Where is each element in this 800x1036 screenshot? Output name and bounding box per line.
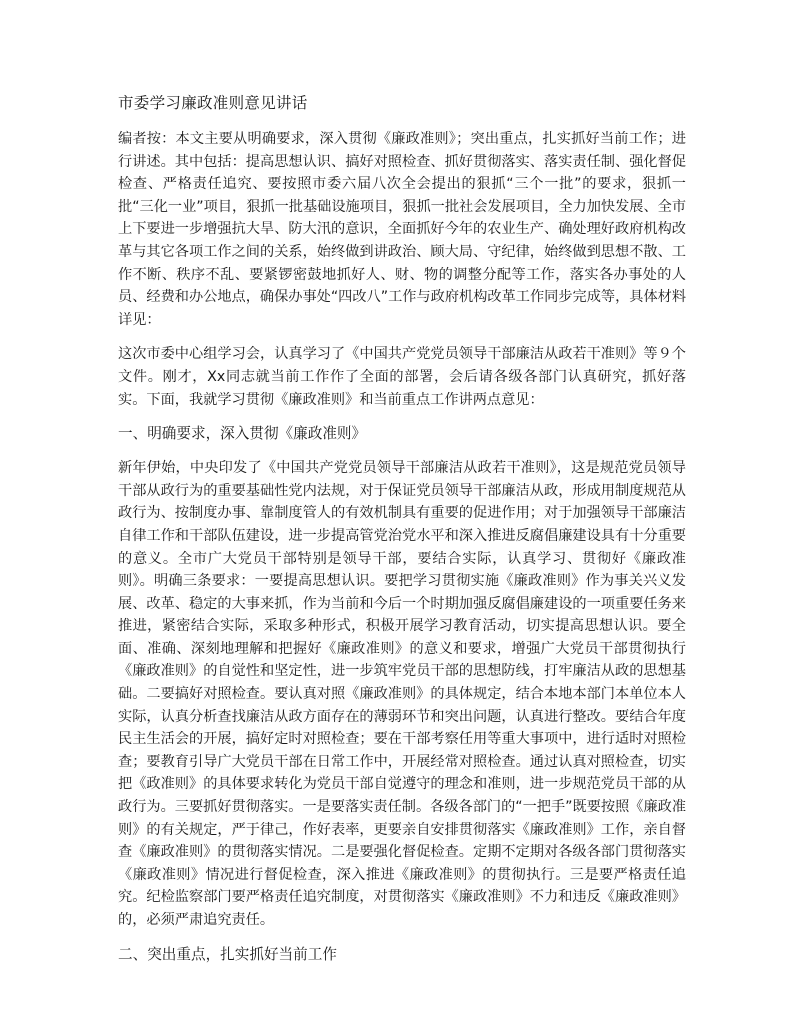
- section-1-heading: 一、明确要求，深入贯彻《廉政准则》: [118, 425, 367, 443]
- document-title: 市委学习廉政准则意见讲话: [118, 94, 308, 112]
- document-page: [118, 92, 686, 978]
- intro-paragraph: 这次市委中心组学习会，认真学习了《中国共产党党员领导干部廉洁从政若干准则》等９个文件。刚才，Xx同志就当前工作作了全面的部署，会后请各级各部门认真研究，抓好落实。下面，我就学习贯彻《廉政准则》和当前重点工作讲两点意见：: [118, 346, 686, 408]
- editor-note-paragraph: 编者按：本文主要从明确要求，深入贯彻《廉政准则》；突出重点，扎实抓好当前工作；进行讲述。其中包括：提高思想认识、搞好对照检查、抓好贯彻落实、落实责任制、强化督促检查、严格责任追究、要按照市委六届八次全会提出的狠抓“三个一批”的要求，狠抓一批“三化一业”项目，狠抓一批基础设施项目，狠抓一批社会发展项目，全力加快发展、全市上下要进一步增强抗大旱、防大汛的意识，全面抓好今年的农业生产、确处理好政府机构改革与其它各项工作之间的关系，始终做到讲政治、顾大局、守纪律，始终做到思想不散、工作不断、秩序不乱、要紧锣密鼓地抓好人、财、物的调整分配等工作，落实各办事处的人员、经费和办公地点，确保办事处“四改八”工作与政府机构改革工作同步完成等，具体材料详见：: [118, 131, 687, 328]
- section-2-heading: 二、突出重点，扎实抓好当前工作: [118, 945, 337, 963]
- section-1-body: 新年伊始，中央印发了《中国共产党党员领导干部廉洁从政若干准则》，这是规范党员领导干部从政行为的重要基础性党内法规，对于保证党员领导干部廉洁从政，形成用制度规范从政行为、按制度办事、靠制度管人的有效机制具有重要的促进作用；对于加强领导干部廉洁自律工作和干部队伍建设，进一步提高管党治党水平和深入推进反腐倡廉建设具有十分重要的意义。全市广大党员干部特别是领导干部，要结合实际，认真学习、贯彻好《廉政准则》。明确三条要求：一要提高思想认识。要把学习贯彻实施《廉政准则》作为事关兴义发展、改革、稳定的大事来抓，作为当前和今后一个时期加强反腐倡廉建设的一项重要任务来推进，紧密结合实际，采取多种形式，积极开展学习教育活动，切实提高思想认识。要全面、准确、深刻地理解和把握好《廉政准则》的意义和要求，增强广大党员干部贯彻执行《廉政准则》的自觉性和坚定性，进一步筑牢党员干部的思想防线，打牢廉洁从政的思想基础。二要搞好对照检查。要认真对照《廉政准则》的具体规定，结合本地本部门本单位本人实际，认真分析查找廉洁从政方面存在的薄弱环节和突出问题，认真进行整改。要结合年度民主生活会的开展，搞好定时对照检查；要在干部考察任用等重大事项中，进行适时对照检查；要教育引导广大党员干部在日常工作中，开展经常对照检查。通过认真对照检查，切实把《政准则》的具体要求转化为党员干部自觉遵守的理念和准则，进一步规范党员干部的从政行为。三要抓好贯彻落实。一是要落实责任制。各级各部门的“一把手”既要按照《廉政准则》的有关规定，严于律己，作好表率，更要亲自安排贯彻落实《廉政准则》工作，亲自督查《廉政准则》的贯彻落实情况。二是要强化督促检查。定期不定期对各级各部门贯彻落实《廉政准则》情况进行督促检查，深入推进《廉政准则》的贯彻执行。三是要严格责任追究。纪检监察部门要严格责任追究制度，对贯彻落实《廉政准则》不力和违反《廉政准则》的，必须严肃追究责任。: [118, 460, 687, 928]
